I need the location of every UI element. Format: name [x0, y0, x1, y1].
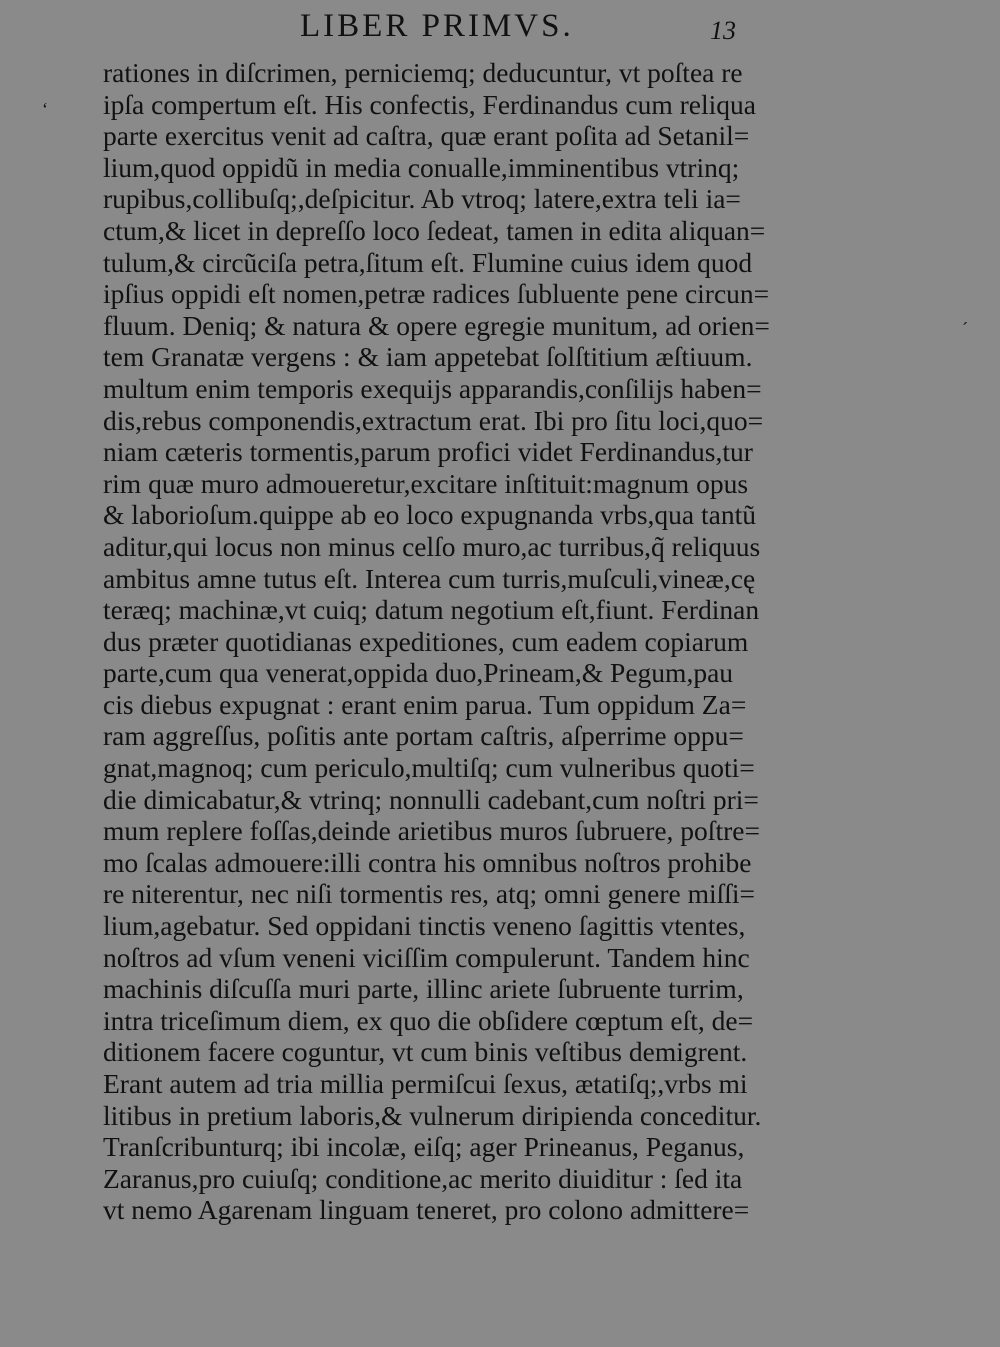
text-line: parte,cum qua venerat,oppida duo,Prineam,& Pegum,pau	[103, 657, 734, 689]
text-line: aditur,qui locus non minus celſo muro,ac turribus,q̃ reliquus	[103, 530, 761, 562]
text-line: dis,rebus componendis,extractum erat. Ibi pro ſitu loci,quo=	[103, 404, 764, 436]
text-line: multum enim temporis exequijs apparandis,conſilijs haben=	[103, 372, 762, 404]
text-line: lium,agebatur. Sed oppidani tinctis veneno ſagittis vtentes,	[103, 910, 746, 942]
text-line: rationes in diſcrimen, perniciemq; deducuntur, vt poſtea re	[103, 57, 743, 88]
text-line: noſtros ad vſum veneni viciſſim compulerunt. Tandem hinc	[103, 941, 750, 973]
text-line: ctum,& licet in depreſſo loco ſedeat, tamen in edita aliquan=	[103, 214, 766, 246]
text-line: intra triceſimum diem, ex quo die obſidere cœptum eſt, de=	[103, 1004, 754, 1036]
text-line: cis diebus expugnat : erant enim parua. Tum oppidum Za=	[103, 688, 747, 720]
running-head: LIBER PRIMVS.	[300, 8, 574, 44]
text-line: ambitus amne tutus eſt. Interea cum turris,muſculi,vineæ,cę	[103, 562, 756, 594]
text-line: machinis diſcuſſa muri parte, illinc ariete ſubruente turrim,	[103, 973, 744, 1005]
text-line: Tranſcribunturq; ibi incolæ, eiſq; ager Prineanus, Peganus,	[103, 1131, 745, 1163]
text-line: rim quæ muro admoueretur,excitare inſtituit:magnum opus	[103, 467, 749, 499]
text-line: mo ſcalas admouere:illi contra his omnibus noſtros prohibe	[103, 846, 752, 878]
text-line: gnat,magnoq; cum periculo,multiſq; cum vulneribus quoti=	[103, 752, 755, 784]
page-number: 13	[710, 16, 736, 45]
body-text	[103, 57, 843, 1226]
text-line: tem Granatæ vergens : & iam appetebat ſolſtitium æſtiuum.	[103, 341, 753, 373]
text-line: teræq; machinæ,vt cuiq; datum negotium eſt,fiunt. Ferdinan	[103, 594, 760, 626]
text-line: ipſa compertum eſt. His confectis, Ferdinandus cum reliqua	[103, 88, 756, 120]
text-line: tulum,& circũciſa petra,ſitum eſt. Flumine cuius idem quod	[103, 246, 753, 278]
text-line: fluum. Deniq; & natura & opere egregie munitum, ad orien=	[103, 309, 770, 341]
text-line: ipſius oppidi eſt nomen,petræ radices ſubluente pene circun=	[103, 278, 770, 310]
text-line: mum replere foſſas,deinde arietibus muros ſubruere, poſtre=	[103, 815, 760, 847]
text-line: litibus in pretium laboris,& vulnerum diripienda conceditur.	[103, 1099, 762, 1131]
text-line: lium,quod oppidũ in media conualle,imminentibus vtrinq;	[103, 151, 740, 183]
text-line: Zaranus,pro cuiuſq; conditione,ac merito diuiditur : ſed ita	[103, 1162, 743, 1194]
text-line: ram aggreſſus, poſitis ante portam caſtris, aſperrime oppu=	[103, 720, 744, 752]
text-line: & laborioſum.quippe ab eo loco expugnanda vrbs,qua tantũ	[103, 499, 756, 531]
text-line: vt nemo Agarenam linguam teneret, pro colono admittere=	[103, 1194, 750, 1226]
text-line: niam cæteris tormentis,parum profici videt Ferdinandus,tur	[103, 436, 753, 468]
text-line: parte exercitus venit ad caſtra, quæ erant poſita ad Setanil=	[103, 120, 750, 152]
text-line: Erant autem ad tria millia permiſcui ſexus, ætatiſq;,vrbs mi	[103, 1068, 748, 1099]
stray-mark: ˊ	[962, 319, 968, 339]
text-line: re niterentur, nec niſi tormentis res, atq; omni genere miſſi=	[103, 878, 756, 910]
stray-mark: ʻ	[42, 99, 48, 119]
text-line: dus præter quotidianas expeditiones, cum eadem copiarum	[103, 625, 749, 657]
text-line: rupibus,collibuſq;,deſpicitur. Ab vtroq; latere,extra teli ia=	[103, 183, 741, 215]
text-line: ditionem facere coguntur, vt cum binis veſtibus demigrent.	[103, 1036, 748, 1068]
text-line: die dimicabatur,& vtrinq; nonnulli cadebant,cum noſtri pri=	[103, 783, 759, 815]
